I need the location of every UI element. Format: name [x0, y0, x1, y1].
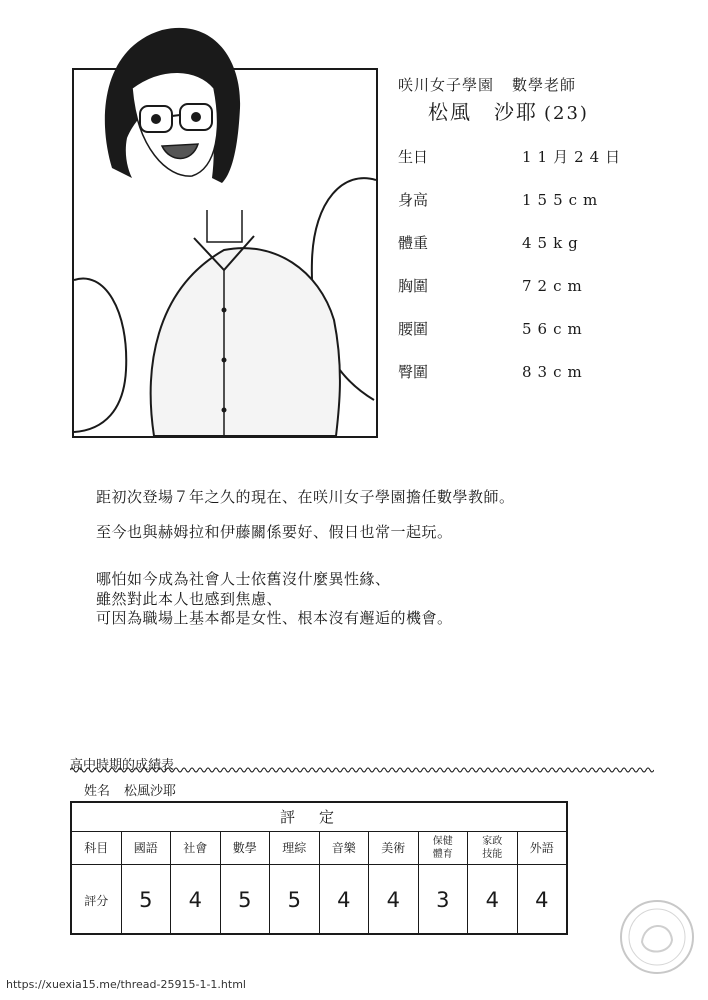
- grades-table: [70, 801, 568, 935]
- stat-label: 生日: [398, 148, 429, 166]
- stat-waist: [398, 318, 588, 339]
- score-row: [72, 865, 566, 935]
- stat-label: 體重: [398, 234, 429, 252]
- score-cell: 4: [171, 865, 221, 935]
- school-and-role: [398, 74, 576, 95]
- bio-line: 雖然對此本人也感到焦慮、: [96, 590, 283, 608]
- subject-cell: 數學: [221, 832, 271, 864]
- source-url: https://xuexia15.me/thread-25915-1-1.html: [6, 978, 246, 991]
- subject-cell: 家政 技能: [468, 832, 518, 864]
- student-name: 松風沙耶: [124, 784, 177, 799]
- school-name: 咲川女子學園: [398, 76, 495, 94]
- score-cell: 5: [122, 865, 172, 935]
- teacher-role: 數學老師: [512, 76, 577, 94]
- subject-cell: 國語: [122, 832, 172, 864]
- stat-birthday: [398, 146, 626, 167]
- stat-value: 11月24日: [522, 148, 627, 166]
- stat-weight: [398, 232, 584, 253]
- stat-value: 45kg: [522, 234, 584, 252]
- character-name: [428, 96, 589, 125]
- stat-value: 83cm: [522, 363, 588, 381]
- bio-line: 至今也與赫姆拉和伊藤關係要好、假日也常一起玩。: [96, 523, 453, 541]
- watermark-stamp-icon: [612, 882, 702, 982]
- character-head-drawing: [92, 18, 252, 188]
- score-cell: 3: [419, 865, 469, 935]
- bio-line: 距初次登場７年之久的現在、在咲川女子學園擔任數學教師。: [96, 488, 515, 506]
- stat-label: 臀圍: [398, 363, 429, 381]
- age-text: (23): [544, 103, 589, 124]
- score-cell: 4: [468, 865, 518, 935]
- score-label: 評分: [72, 865, 122, 935]
- stat-bust: [398, 275, 588, 296]
- subject-cell: 外語: [529, 840, 554, 855]
- name-label: 姓名: [84, 784, 111, 799]
- subject-cell: 理綜: [270, 832, 320, 864]
- stat-value: 72cm: [522, 277, 588, 295]
- stat-label: 腰圍: [398, 320, 429, 338]
- score-cell: 4: [320, 865, 370, 935]
- grades-header: 評定: [72, 803, 566, 832]
- score-cell: 5: [270, 865, 320, 935]
- score-cell: 5: [221, 865, 271, 935]
- subject-cell: 音樂: [320, 832, 370, 864]
- student-name-line: [84, 780, 176, 799]
- score-cell: 4: [369, 865, 419, 935]
- subject-label: 科目: [72, 832, 122, 864]
- stat-value: 155cm: [522, 191, 604, 209]
- stat-label: 身高: [398, 191, 429, 209]
- subject-cell: 保健 體育: [419, 832, 469, 864]
- wavy-divider: [70, 766, 654, 774]
- stat-value: 56cm: [522, 320, 588, 338]
- bio-line: 哪怕如今成為社會人士依舊沒什麼異性緣、: [96, 570, 391, 588]
- subject-row: [72, 832, 566, 865]
- name-text: 松風 沙耶: [428, 100, 538, 124]
- score-cell: 4: [535, 888, 549, 912]
- stat-height: [398, 189, 603, 210]
- subject-cell: 社會: [171, 832, 221, 864]
- subject-cell: 美術: [369, 832, 419, 864]
- report-card-title: 高中時期的成績表: [70, 758, 175, 773]
- bio-line: 可因為職場上基本都是女性、根本沒有邂逅的機會。: [96, 609, 453, 627]
- stat-label: 胸圍: [398, 277, 429, 295]
- stat-hip: [398, 361, 588, 382]
